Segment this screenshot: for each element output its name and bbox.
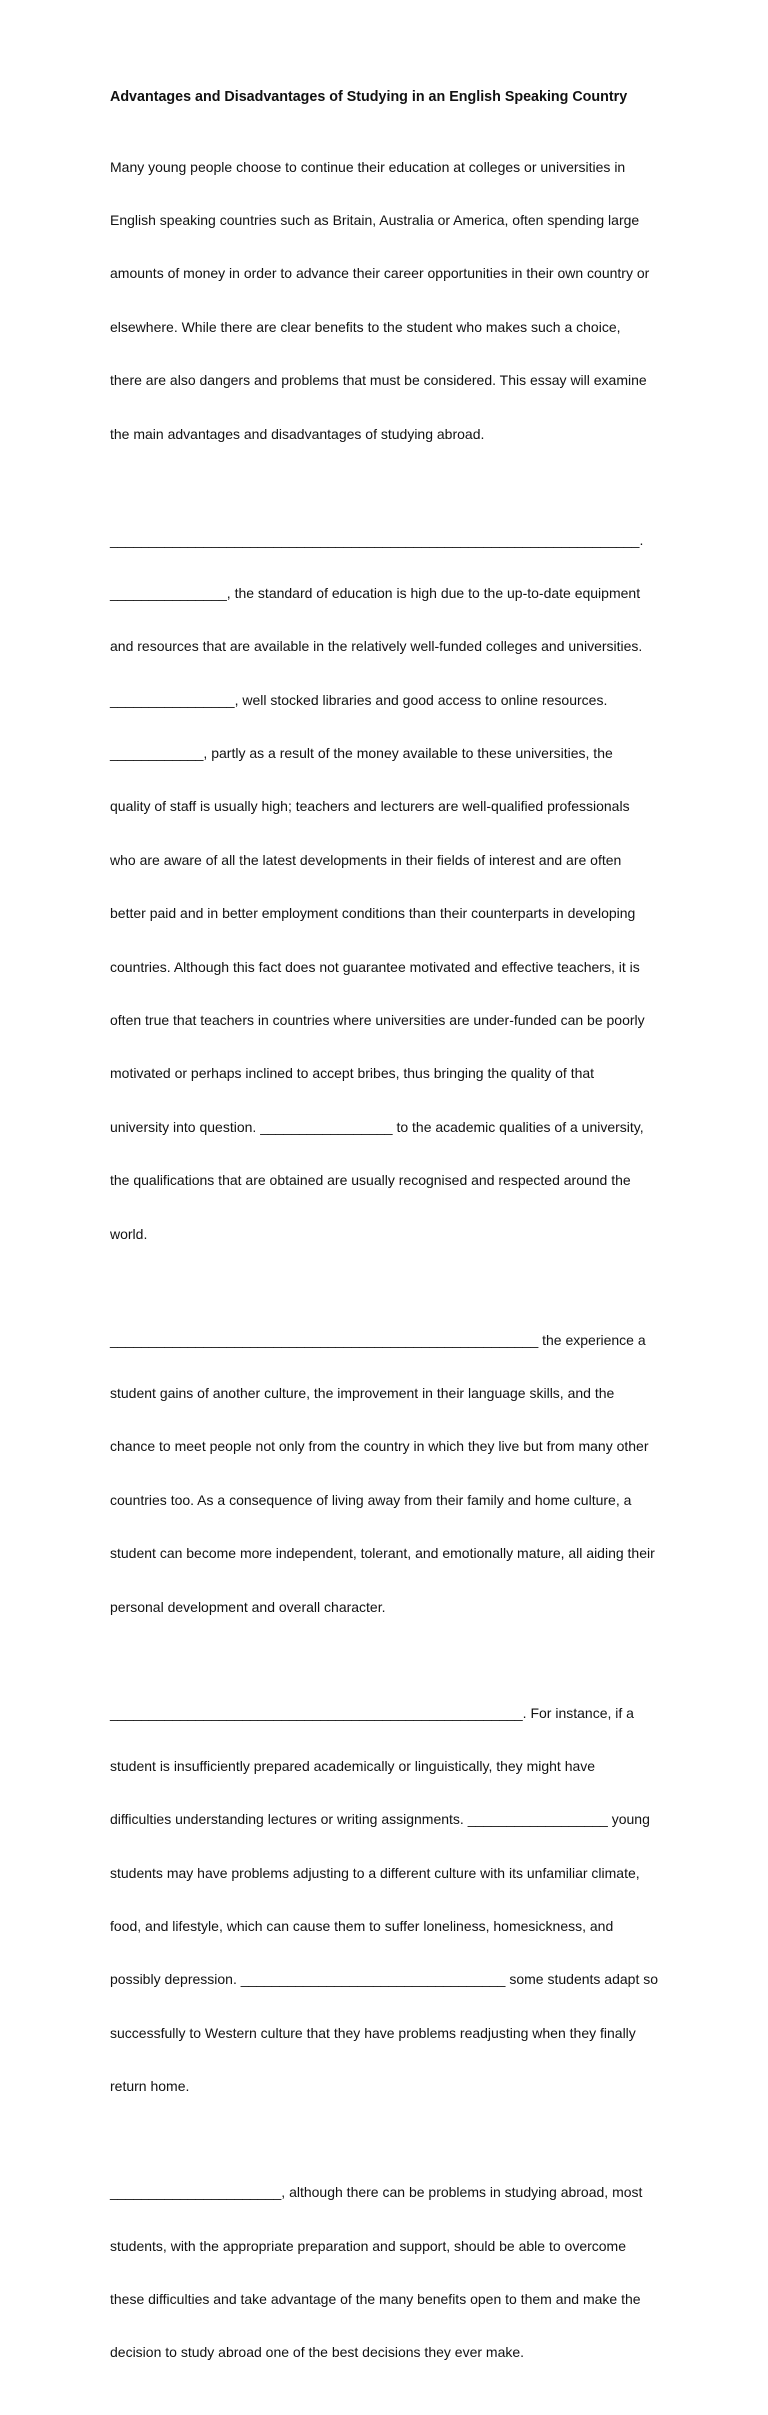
text-line: ________________, well stocked libraries and good access to online resources. [110,691,608,708]
text-line: return home. [110,2078,190,2095]
text-line: amounts of money in order to advance their career opportunities in their own country or [110,265,650,282]
text-line: countries too. As a consequence of living away from their family and home culture, a [110,1491,632,1508]
text-line: who are aware of all the latest developments in their fields of interest and are often [110,851,622,868]
text-line: students, with the appropriate preparation and support, should be able to overcome [110,2237,626,2254]
text-line: and resources that are available in the relatively well-funded colleges and universities. [110,638,643,655]
text-line: there are also dangers and problems that must be considered. This essay will examine [110,372,647,389]
text-line: university into question. _________________ to the academic qualities of a university, [110,1118,644,1135]
paragraph-advantages-culture [110,1296,718,1652]
paragraph-disadvantages [110,1669,718,2132]
text-line: _____________________________________________________. For instance, if a [110,1704,634,1721]
text-line: ____________, partly as a result of the money available to these universities, the [110,745,613,762]
text-line: the qualifications that are obtained are usually recognised and respected around the [110,1172,631,1189]
text-line: these difficulties and take advantage of the many benefits open to them and make the [110,2291,641,2308]
text-line: students may have problems adjusting to a different culture with its unfamiliar climate, [110,1864,640,1881]
text-line: better paid and in better employment conditions than their counterparts in developing [110,905,636,922]
document-title: Advantages and Disadvantages of Studying in an English Speaking Country [110,89,628,105]
text-line: quality of staff is usually high; teachers and lecturers are well-qualified professionals [110,798,630,815]
document-page [110,88,718,2415]
text-line: successfully to Western culture that they have problems readjusting when they finally [110,2024,636,2041]
text-line: the main advantages and disadvantages of studying abroad. [110,425,485,442]
text-line: student can become more independent, tolerant, and emotionally mature, all aiding their [110,1545,655,1562]
text-line: _______________________________________________________ the experience a [110,1331,646,1348]
text-line: often true that teachers in countries where universities are under-funded can be poorly [110,1012,645,1029]
paragraph-advantages-education [110,496,718,1279]
text-line: _______________, the standard of education is high due to the up-to-date equipment [110,584,641,601]
text-line: English speaking countries such as Britain, Australia or America, often spending large [110,211,640,228]
text-line: student gains of another culture, the improvement in their language skills, and the [110,1384,615,1401]
text-line: decision to study abroad one of the best decisions they ever make. [110,2344,525,2361]
text-line: countries. Although this fact does not guarantee motivated and effective teachers, it is [110,958,640,975]
text-line: possibly depression. __________________________________ some students adapt so [110,1971,659,1988]
text-line: elsewhere. While there are clear benefits to the student who makes such a choice, [110,318,621,335]
text-line: personal development and overall character. [110,1598,386,1615]
paragraph-introduction [110,123,718,479]
text-line: ____________________________________________________________________. [110,531,644,548]
text-line: world. [110,1225,148,1242]
text-line: food, and lifestyle, which can cause them to suffer loneliness, homesickness, and [110,1918,614,1935]
text-line: Many young people choose to continue their education at colleges or universities in [110,158,626,175]
text-line: motivated or perhaps inclined to accept bribes, thus bringing the quality of that [110,1065,595,1082]
text-line: ______________________, although there can be problems in studying abroad, most [110,2184,643,2201]
text-line: student is insufficiently prepared academically or linguistically, they might have [110,1757,596,1774]
text-line: chance to meet people not only from the country in which they live but from many other [110,1438,649,1455]
paragraph-conclusion [110,2149,718,2398]
text-line: difficulties understanding lectures or writing assignments. __________________ young [110,1811,650,1828]
